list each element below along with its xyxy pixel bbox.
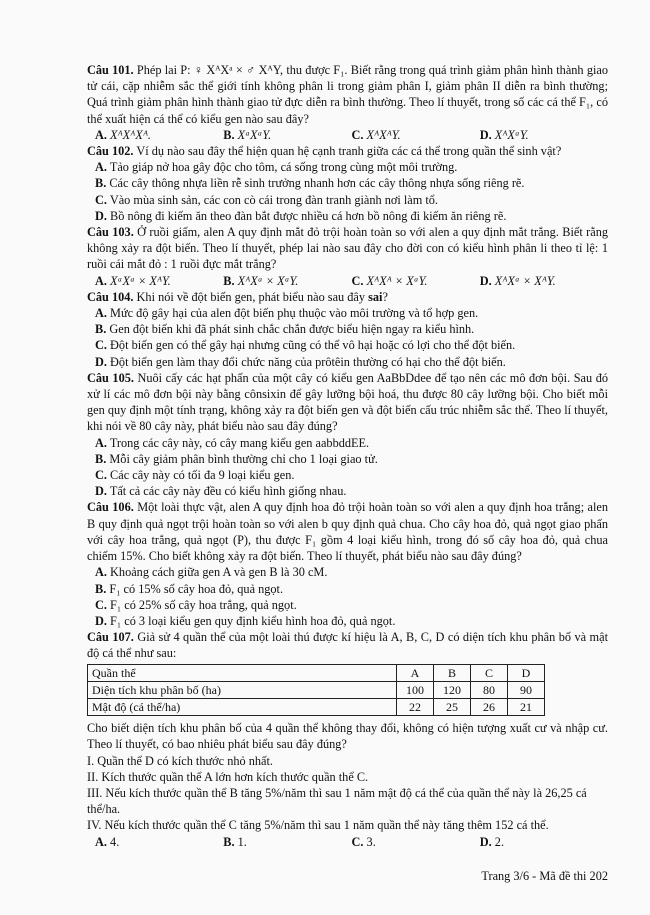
question-text: Nuôi cấy các hạt phấn của một cây có kiểu gen AaBbDdee để tạo nên các mô đơn bội. Sau đó xử lí các mô đơn bội này bằng cônsixin để gây lưỡng bội hoá, thu được 80 cây lưỡng bội. Cho biết mỗi gen quy định một tính trạng, không xảy ra đột biến gen và đột biến cấu trúc nhiễm sắc thể. Theo lí thuyết, khi nói về 80 cây này, phát biểu nào sau đây đúng? <box>87 370 608 434</box>
option-b: B. Các cây thông nhựa liền rễ sinh trưởng nhanh hơn các cây thông nhựa sống riêng rẽ. <box>95 176 525 191</box>
table-row <box>88 698 545 715</box>
question-105 <box>87 370 608 435</box>
option-d: D. XᴬXᵃ × XᴬY. <box>479 273 556 288</box>
question-text: Phép lai P: ♀ XᴬXᵃ × ♂ XᴬY, thu được F₁. Biết rằng trong quá trình giảm phân hình thành giao tử cái, cặp nhiễm sắc thể giới tính không phân li trong giảm phân I, giảm phân II diễn ra bình thường; Quá trình giảm phân hình thành giao tử đực diễn ra bình thường. Theo lí thuyết, trong số các cá thể F₁, có thể xuất hiện cá thể có kiểu gen nào sau đây? <box>87 63 608 126</box>
option-d: D. 2. <box>479 834 505 849</box>
option-c: C. 3. <box>351 834 376 849</box>
question-text: Một loài thực vật, alen A quy định hoa đỏ trội hoàn toàn so với alen a quy định hoa trắng; alen B quy định quả ngọt trội hoàn toàn so với alen b quy định quả chua. Cho cây hoa đỏ, quả ngọt giao phấn với cây hoa trắng, quả ngọt (P), thu được F₁ gồm 4 loại kiểu hình, trong đó số cây hoa đỏ, quả chua chiếm 15%. Cho biết không xảy ra đột biến. Theo lí thuyết, phát biểu nào sau đây đúng? <box>87 500 608 564</box>
option-b: B. Gen đột biến khi đã phát sinh chắc chắn được biểu hiện ngay ra kiểu hình. <box>95 322 475 337</box>
option-b: B. Mỗi cây giảm phân bình thường chỉ cho 1 loại giao tử. <box>95 451 378 466</box>
question-label: Câu 102. <box>87 144 134 159</box>
option-a: A. 4. <box>95 834 120 849</box>
table-header-row <box>88 664 545 681</box>
question-label: Câu 106. <box>87 500 134 515</box>
table-cell: B <box>434 664 471 681</box>
question-label: Câu 101. <box>87 63 134 77</box>
statement: III. Nếu kích thước quần thể B tăng 5%/năm thì sau 1 năm mật độ cá thể của quần thể này là 26,25 cá thể/ha. <box>87 785 587 817</box>
option-c: C. F₁ có 25% số cây hoa trắng, quả ngọt. <box>95 597 297 612</box>
statement: II. Kích thước quần thể A lớn hơn kích thước quần thể C. <box>87 769 369 784</box>
option-d: D. Tất cả các cây này đều có kiểu hình giống nhau. <box>95 484 347 499</box>
question-102 <box>87 143 608 159</box>
option-d: D. Bồ nông đi kiếm ăn theo đàn bắt được nhiều cá hơn bồ nông đi kiếm ăn riêng rẽ. <box>95 208 507 223</box>
option-b: B. 1. <box>223 834 247 849</box>
question-text: Ở ruồi giấm, alen A quy định mắt đỏ trội hoàn toàn so với alen a quy định mắt trắng. Biết rằng không xảy ra đột biến. Theo lí thuyết, phép lai nào sau đây cho đời con có kiểu hình phân li theo tỉ lệ: 1 ruồi cái mắt đỏ : 1 ruồi đực mắt trắng? <box>87 225 608 272</box>
table-cell: D <box>508 664 545 681</box>
page-footer: Trang 3/6 - Mã đề thi 202 <box>481 869 608 883</box>
table-row <box>88 681 545 698</box>
question-label: Câu 103. <box>87 225 134 240</box>
table-cell: 25 <box>434 698 471 715</box>
table-cell: Mật độ (cá thể/ha) <box>88 698 397 715</box>
table-cell: C <box>471 664 508 681</box>
option-a: A. Mức độ gây hại của alen đột biến phụ thuộc vào môi trường và tổ hợp gen. <box>95 306 479 321</box>
table-cell: 26 <box>471 698 508 715</box>
option-c: C. XᴬXᴬY. <box>351 127 401 142</box>
table-cell: 21 <box>508 698 545 715</box>
table-cell: A <box>397 664 434 681</box>
table-cell: Diện tích khu phân bố (ha) <box>88 681 397 698</box>
question-106 <box>87 499 608 564</box>
option-c: C. XᴬXᴬ × XᵃY. <box>351 273 428 288</box>
table-cell: 90 <box>508 681 545 698</box>
table-cell: Quần thể <box>88 664 397 681</box>
table-cell: 22 <box>397 698 434 715</box>
option-b: B. XᵃXᵃY. <box>223 127 272 142</box>
question-text: Ví dụ nào sau đây thể hiện quan hệ cạnh tranh giữa các cá thể trong quần thể sinh vật? <box>136 144 562 159</box>
option-a: A. Khoảng cách giữa gen A và gen B là 30 cM. <box>95 565 328 580</box>
option-b: B. XᴬXᵃ × XᵃY. <box>223 273 299 288</box>
table-cell: 100 <box>397 681 434 698</box>
option-b: B. F₁ có 15% số cây hoa đỏ, quả ngọt. <box>95 581 284 596</box>
options-103 <box>87 273 608 289</box>
option-d: D. F₁ có 3 loại kiểu gen quy định kiểu hình hoa đỏ, quả ngọt. <box>95 613 396 628</box>
option-a: A. Tảo giáp nở hoa gây độc cho tôm, cá sống trong cùng một môi trường. <box>95 160 458 175</box>
options-101 <box>87 127 608 143</box>
option-c: C. Đột biến gen có thể gây hại nhưng cũng có thể vô hại hoặc có lợi cho thể đột biến. <box>95 338 516 353</box>
option-c: C. Vào mùa sinh sản, các con cò cái trong đàn tranh giành nơi làm tổ. <box>95 192 439 207</box>
option-d: D. Đột biến gen làm thay đổi chức năng của prôtêin thường có hại cho thể đột biến. <box>95 354 506 369</box>
option-d: D. XᴬXᵃY. <box>479 127 529 142</box>
population-table <box>87 664 545 717</box>
question-101 <box>87 62 608 127</box>
option-a: A. Trong các cây này, có cây mang kiểu gen aabbddEE. <box>95 435 370 450</box>
question-103 <box>87 224 608 273</box>
table-cell: 120 <box>434 681 471 698</box>
statement: I. Quần thể D có kích thước nhỏ nhất. <box>87 753 273 768</box>
option-c: C. Các cây này có tối đa 9 loại kiểu gen. <box>95 468 295 483</box>
question-107 <box>87 629 608 661</box>
question-text: Giả sử 4 quần thể của một loài thú được kí hiệu là A, B, C, D có diện tích khu phân bố và mật độ cá thể như sau: <box>87 630 608 661</box>
question-104: Câu 104. Khi nói về đột biến gen, phát biểu nào sau đây sai? <box>87 289 388 304</box>
question-emphasis: sai <box>368 289 383 304</box>
options-107 <box>87 834 608 850</box>
question-label: Câu 105. <box>87 370 134 385</box>
question-label: Câu 107. <box>87 630 134 645</box>
option-a: A. XᴬXᴬXᴬ. <box>95 127 152 142</box>
statement: IV. Nếu kích thước quần thể C tăng 5%/năm thì sau 1 năm quần thể này tăng thêm 152 cá thể. <box>87 818 549 833</box>
option-a: A. XᵃXᵃ × XᴬY. <box>95 273 171 288</box>
table-cell: 80 <box>471 681 508 698</box>
question-text: Khi nói về đột biến gen, phát biểu nào sau đây <box>136 289 369 304</box>
question-text-2: Cho biết diện tích khu phân bố của 4 quần thể không thay đổi, không có hiện tượng xuất cư và nhập cư. Theo lí thuyết, có bao nhiêu phát biểu sau đây đúng? <box>87 721 608 752</box>
question-label: Câu 104. <box>87 289 134 304</box>
